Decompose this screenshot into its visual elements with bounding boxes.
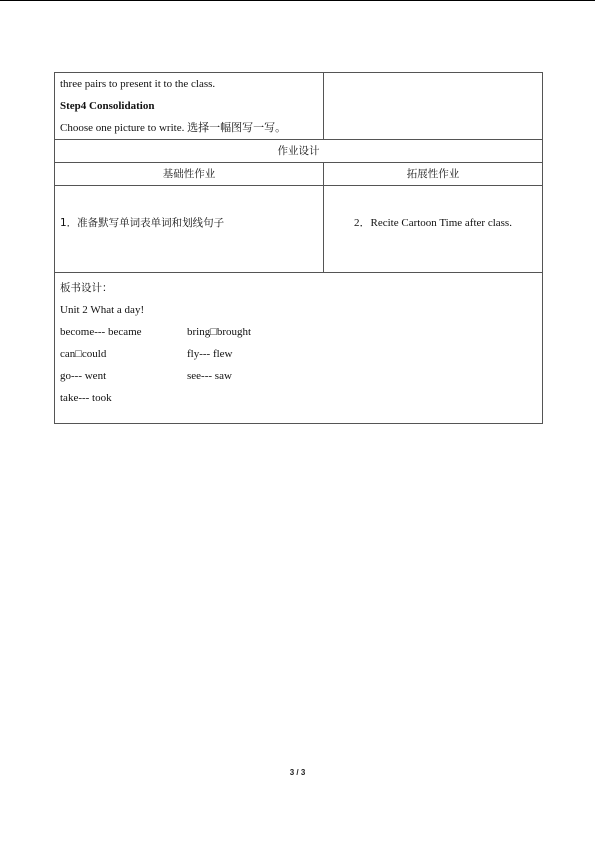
homework-title: 作业设计 [55, 140, 543, 163]
board-design-cell [55, 273, 543, 424]
homework-title-row [55, 140, 543, 163]
page-number: 3 / 3 [289, 768, 306, 777]
verb-pair-left: become--- became [60, 326, 142, 338]
verb-pair-left: go--- went [60, 370, 107, 382]
step4-title: Step4 Consolidation [60, 100, 155, 112]
verb-pair-row [60, 365, 537, 387]
extended-homework-item: 2．Recite Cartoon Time after class. [354, 217, 512, 229]
verb-pair-row [60, 343, 537, 365]
consolidation-cell [55, 73, 324, 140]
verb-pair-left: can□could [60, 348, 107, 360]
present-line: three pairs to present it to the class. [60, 78, 216, 90]
verb-pair-right: fly--- flew [187, 348, 233, 360]
basic-homework-header: 基础性作业 [55, 163, 324, 186]
top-rule [0, 0, 595, 1]
extended-homework-cell [324, 186, 543, 273]
extended-homework-header: 拓展性作业 [324, 163, 543, 186]
empty-right-cell [324, 73, 543, 140]
lesson-plan-table [54, 72, 543, 424]
basic-homework-cell [55, 186, 324, 273]
board-design-title: 板书设计： [60, 282, 113, 294]
verb-pair-left: take--- took [60, 392, 112, 404]
basic-homework-item: 1．准备默写单词表单词和划线句子 [60, 217, 225, 229]
board-design-row [55, 273, 543, 424]
write-instruction: Choose one picture to write. 选择一幅图写一写。 [60, 122, 287, 134]
verb-pair-row [60, 321, 537, 343]
verb-pair-right: bring□brought [187, 326, 252, 338]
homework-content-row [55, 186, 543, 273]
consolidation-row [55, 73, 543, 140]
unit-title: Unit 2 What a day! [60, 304, 145, 316]
verb-pair-row [60, 387, 537, 409]
verb-pair-right: see--- saw [187, 370, 232, 382]
homework-header-row [55, 163, 543, 186]
